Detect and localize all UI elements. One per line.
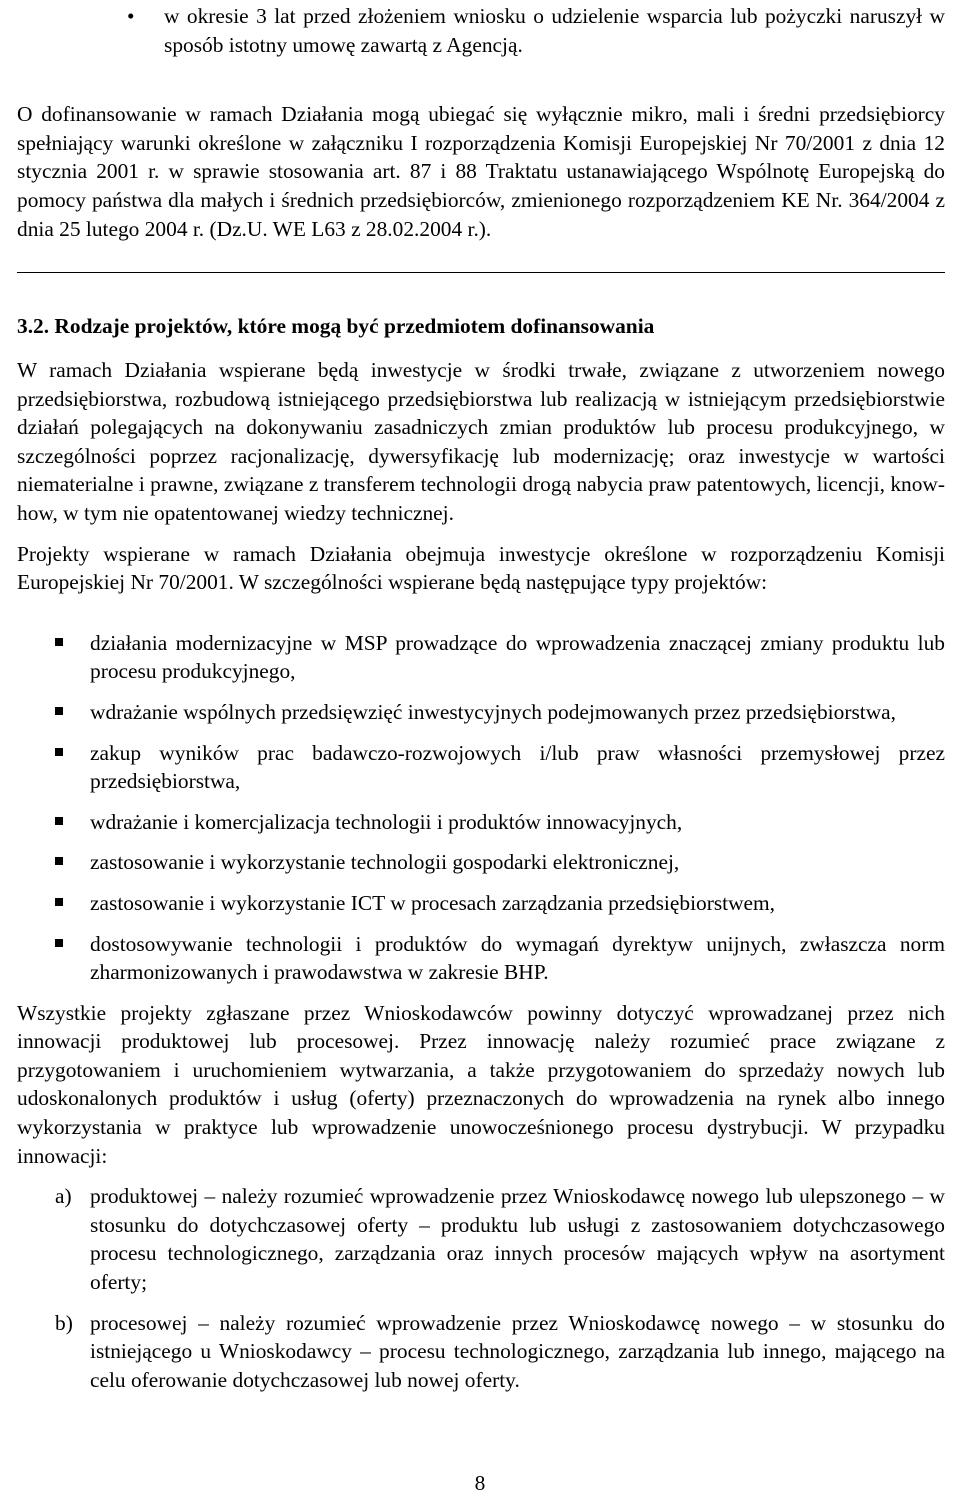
section-heading: 3.2. Rodzaje projektów, które mogą być przedmiotem dofinansowania [17, 314, 655, 338]
bullet-dot-icon: • [127, 4, 135, 28]
document-page [17, 0, 945, 243]
list-item [17, 1182, 945, 1296]
square-bullet-icon [55, 707, 63, 715]
list-item-label: b) [55, 1310, 73, 1335]
square-bullet-icon [55, 817, 63, 825]
square-bullet-icon [55, 898, 63, 906]
paragraph-project-scope: Projekty wspierane w ramach Działania obejmuja inwestycje określone w rozporządzeniu Komisji Europejskiej Nr 70/2001. W szczególności wspierane będą następujące typy projektów: [17, 541, 945, 595]
list-item-text: wdrażanie i komercjalizacja technologii i produktów innowacyjnych, [90, 809, 683, 834]
eligibility-paragraph: O dofinansowanie w ramach Działania mogą ubiegać się wyłącznie mikro, mali i średni przedsiębiorcy spełniający warunki określone w załączniku I rozporządzenia Komisji Europejskiej Nr 70/2001 z dnia 12 stycznia 2001 r. w sprawie stosowania art. 87 i 88 Traktatu ustanawiającego Wspólnotę Europejską do pomocy państwa dla małych i średnich przedsiębiorców, zmienionego rozporządzeniem KE Nr. 364/2004 z dnia 25 lutego 2004 r. (Dz.U. WE L63 z 28.02.2004 r.). [17, 102, 945, 241]
paragraph-innovation: Wszystkie projekty zgłaszane przez Wnioskodawców powinny dotyczyć wprowadzanej przez nich innowacji produktowej lub procesowej. Przez innowację należy rozumieć prace związane z przygotowaniem i uruchomieniem wytwarzania, a także przygotowaniem do sprzedaży nowych lub udoskonalonych produktów i usług (oferty) przeznaczonych do wprowadzenia na rynek albo innego wykorzystania w praktyce lub wprowadzenie unowocześnionego procesu dystrybucji. W przypadku innowacji: [17, 1000, 945, 1168]
list-item-text: dostosowywanie technologii i produktów do wymagań dyrektyw unijnych, zwłaszcza norm zharmonizowanych i prawodawstwa w zakresie BHP. [90, 931, 945, 985]
section-body [17, 356, 945, 1394]
paragraph-investments: W ramach Działania wspierane będą inwestycje w środki trwałe, związane z utworzeniem nowego przedsiębiorstwa, rozbudową istniejącego przedsiębiorstwa lub realizacją w istniejącym przedsiębiorstwie działań polegających na dokonywaniu zasadniczych zmian produktów lub procesu produkcyjnego, w szczególności poprzez racjonalizację, dywersyfikację lub modernizację; oraz inwestycje w wartości niematerialne i prawne, związane z transferem technologii drogą nabycia praw patentowych, licencji, know-how, w tym nie opatentowanej wiedzy technicznej. [17, 358, 945, 525]
horizontal-rule [17, 272, 945, 273]
page-number: 8 [474, 1471, 486, 1495]
square-bullet-icon [55, 638, 63, 646]
list-item-text: procesowej – należy rozumieć wprowadzenie przez Wnioskodawcę nowego – w stosunku do istniejącego u Wnioskodawcy – procesu technologicznego, zarządzania lub innego, mającego na celu oferowanie dotychczasowej lub nowej oferty. [90, 1310, 945, 1392]
list-item-text: zastosowanie i wykorzystanie ICT w procesach zarządzania przedsiębiorstwem, [90, 890, 776, 915]
list-item-text: zakup wyników prac badawczo-rozwojowych i/lub praw własności przemysłowej przez przedsiębiorstwa, [90, 740, 945, 794]
square-bullet-icon [55, 939, 63, 947]
list-item [17, 698, 945, 727]
list-item [17, 889, 945, 918]
list-item [17, 1309, 945, 1395]
list-item-label: a) [55, 1184, 72, 1209]
project-types-list [17, 629, 945, 987]
list-item-text: działania modernizacyjne w MSP prowadzące do wprowadzenia znaczącej zmiany produktu lub procesu produkcyjnego, [90, 630, 945, 684]
list-item [17, 808, 945, 837]
top-bullet-item [17, 2, 945, 59]
list-item [17, 848, 945, 877]
list-item-text: produktowej – należy rozumieć wprowadzenie przez Wnioskodawcę nowego lub ulepszonego – w stosunku do dotychczasowej oferty – produktu lub usługi z zastosowaniem dotychczasowego procesu technologicznego, zarządzania oraz innych procesów mających wpływ na asortyment oferty; [90, 1184, 945, 1295]
list-item [17, 629, 945, 686]
list-item [17, 930, 945, 987]
top-bullet-text: w okresie 3 lat przed złożeniem wniosku o udzielenie wsparcia lub pożyczki naruszył w sposób istotny umowę zawartą z Agencją. [164, 4, 945, 57]
list-item-text: zastosowanie i wykorzystanie technologii gospodarki elektronicznej, [90, 850, 680, 875]
square-bullet-icon [55, 748, 63, 756]
list-item-text: wdrażanie wspólnych przedsięwzięć inwestycyjnych podejmowanych przez przedsiębiorstwa, [90, 699, 897, 724]
list-item [17, 739, 945, 796]
innovation-types-list [17, 1182, 945, 1394]
square-bullet-icon [55, 857, 63, 865]
